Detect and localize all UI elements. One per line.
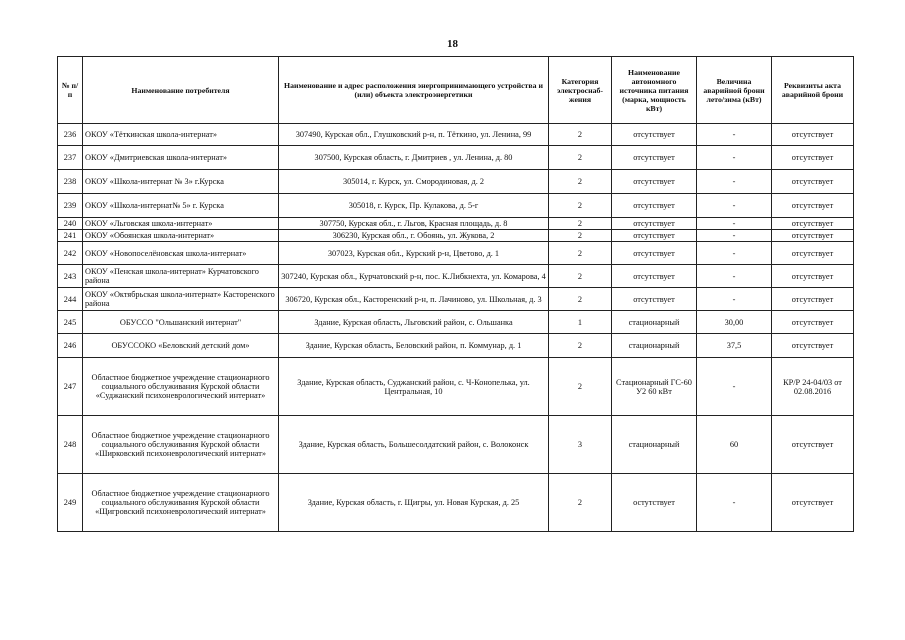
reserve-value-cell: 30,00 [697, 311, 772, 334]
consumer-name-cell: ОКОУ «Льговская школа-интернат» [83, 218, 279, 230]
reserve-value-cell: - [697, 242, 772, 265]
power-source-cell: отсутствует [612, 170, 697, 194]
reserve-value-cell: - [697, 230, 772, 242]
table-row [58, 311, 854, 334]
table-row [58, 146, 854, 170]
table-row [58, 170, 854, 194]
header-category: Категория электроснаб-жения [549, 57, 612, 124]
reserve-value-cell: - [697, 146, 772, 170]
act-details-cell: отсутствует [772, 265, 854, 288]
row-number-cell: 240 [58, 218, 83, 230]
consumer-name-cell: Областное бюджетное учреждение стационарного социального обслуживания Курской области «Ширковский психоневрологический интернат» [83, 416, 279, 474]
power-source-cell: Стационарный ГС-60 У2 60 кВт [612, 358, 697, 416]
address-cell: 306230, Курская обл., г. Обоянь, ул. Жукова, 2 [279, 230, 549, 242]
act-details-cell: отсутствует [772, 242, 854, 265]
category-cell: 2 [549, 218, 612, 230]
row-number-cell: 245 [58, 311, 83, 334]
category-cell: 3 [549, 416, 612, 474]
table-row [58, 288, 854, 311]
act-details-cell: отсутствует [772, 230, 854, 242]
act-details-cell: отсутствует [772, 416, 854, 474]
header-power-source: Наименование автономного источника питания (марка, мощность кВт) [612, 57, 697, 124]
address-cell: 305014, г. Курск, ул. Смородиновая, д. 2 [279, 170, 549, 194]
act-details-cell: отсутствует [772, 474, 854, 532]
address-cell: 307490, Курская обл., Глушковский р-н, п. Тёткино, ул. Ленина, 99 [279, 124, 549, 146]
act-details-cell: отсутствует [772, 311, 854, 334]
row-number-cell: 242 [58, 242, 83, 265]
consumer-name-cell: Областное бюджетное учреждение стационарного социального обслуживания Курской области «Щигровский психоневрологический интернат» [83, 474, 279, 532]
header-act-details: Реквизиты акта аварийной брони [772, 57, 854, 124]
row-number-cell: 239 [58, 194, 83, 218]
consumer-name-cell: ОКОУ «Дмитриевская школа-интернат» [83, 146, 279, 170]
power-source-cell: отсутствует [612, 194, 697, 218]
table-row [58, 124, 854, 146]
category-cell: 2 [549, 146, 612, 170]
row-number-cell: 243 [58, 265, 83, 288]
row-number-cell: 238 [58, 170, 83, 194]
reserve-table [57, 56, 854, 532]
category-cell: 1 [549, 311, 612, 334]
category-cell: 2 [549, 242, 612, 265]
header-reserve-value: Величина аварийной брони лето/зима (кВт) [697, 57, 772, 124]
reserve-value-cell: - [697, 288, 772, 311]
row-number-cell: 244 [58, 288, 83, 311]
reserve-value-cell: 37,5 [697, 334, 772, 358]
address-cell: Здание, Курская область, Льговский район, с. Ольшанка [279, 311, 549, 334]
consumer-name-cell: ОКОУ «Пенская школа-интернат» Курчатовского района [83, 265, 279, 288]
act-details-cell: отсутствует [772, 288, 854, 311]
category-cell: 2 [549, 288, 612, 311]
reserve-value-cell: - [697, 265, 772, 288]
reserve-value-cell: 60 [697, 416, 772, 474]
table-row [58, 474, 854, 532]
category-cell: 2 [549, 194, 612, 218]
category-cell: 2 [549, 474, 612, 532]
act-details-cell: отсутствует [772, 146, 854, 170]
table-row [58, 194, 854, 218]
reserve-value-cell: - [697, 358, 772, 416]
address-cell: 305018, г. Курск, Пр. Кулакова, д. 5-г [279, 194, 549, 218]
address-cell: Здание, Курская область, Суджанский район, с. Ч-Конопелька, ул. Центральная, 10 [279, 358, 549, 416]
power-source-cell: отсутствует [612, 124, 697, 146]
table-row [58, 358, 854, 416]
row-number-cell: 249 [58, 474, 83, 532]
address-cell: 306720, Курская обл., Касторенский р-н, п. Лачиново, ул. Школьная, д. 3 [279, 288, 549, 311]
act-details-cell: КР/Р 24-04/03 от 02.08.2016 [772, 358, 854, 416]
header-row [58, 57, 854, 124]
act-details-cell: отсутствует [772, 194, 854, 218]
table-row [58, 218, 854, 230]
address-cell: Здание, Курская область, г. Щигры, ул. Новая Курская, д. 25 [279, 474, 549, 532]
power-source-cell: стационарный [612, 416, 697, 474]
reserve-value-cell: - [697, 170, 772, 194]
act-details-cell: отсутствует [772, 124, 854, 146]
consumer-name-cell: ОКОУ «Октябрьская школа-интернат» Касторенского района [83, 288, 279, 311]
category-cell: 2 [549, 358, 612, 416]
act-details-cell: отсутствует [772, 218, 854, 230]
row-number-cell: 236 [58, 124, 83, 146]
category-cell: 2 [549, 265, 612, 288]
address-cell: Здание, Курская область, Большесолдатский район, с. Волоконск [279, 416, 549, 474]
act-details-cell: отсутствует [772, 334, 854, 358]
consumer-name-cell: Областное бюджетное учреждение стационарного социального обслуживания Курской области «Суджанский психоневрологический интернат» [83, 358, 279, 416]
category-cell: 2 [549, 170, 612, 194]
header-address: Наименование и адрес расположения энергопринимающего устройства и (или) объекта электроэнергетики [279, 57, 549, 124]
address-cell: 307023, Курская обл., Курский р-н, Цветово, д. 1 [279, 242, 549, 265]
consumer-name-cell: ОКОУ «Школа-интернат№ 5» г. Курска [83, 194, 279, 218]
reserve-value-cell: - [697, 194, 772, 218]
table-row [58, 230, 854, 242]
consumer-name-cell: ОБУССОКО «Беловский детский дом» [83, 334, 279, 358]
table-row [58, 334, 854, 358]
header-no: № п/п [58, 57, 83, 124]
consumer-name-cell: ОКОУ «Тёткинская школа-интернат» [83, 124, 279, 146]
power-source-cell: отсутствует [612, 146, 697, 170]
power-source-cell: отсутствует [612, 230, 697, 242]
consumer-name-cell: ОКОУ «Обоянская школа-интернат» [83, 230, 279, 242]
page-number: 18 [447, 38, 458, 50]
power-source-cell: отсутствует [612, 242, 697, 265]
reserve-value-cell: - [697, 218, 772, 230]
power-source-cell: стационарный [612, 334, 697, 358]
row-number-cell: 246 [58, 334, 83, 358]
row-number-cell: 247 [58, 358, 83, 416]
address-cell: Здание, Курская область, Беловский район, п. Коммунар, д. 1 [279, 334, 549, 358]
address-cell: 307750, Курская обл., г. Льгов, Красная площадь, д. 8 [279, 218, 549, 230]
table-row [58, 242, 854, 265]
power-source-cell: отсутствует [612, 288, 697, 311]
row-number-cell: 237 [58, 146, 83, 170]
header-consumer-name: Наименование потребителя [83, 57, 279, 124]
table-row [58, 416, 854, 474]
row-number-cell: 241 [58, 230, 83, 242]
address-cell: 307240, Курская обл., Курчатовский р-н, пос. К.Либкнехта, ул. Комарова, 4 [279, 265, 549, 288]
category-cell: 2 [549, 334, 612, 358]
row-number-cell: 248 [58, 416, 83, 474]
address-cell: 307500, Курская область, г. Дмитриев , ул. Ленина, д. 80 [279, 146, 549, 170]
category-cell: 2 [549, 124, 612, 146]
reserve-value-cell: - [697, 474, 772, 532]
table-row [58, 265, 854, 288]
power-source-cell: отсутствует [612, 218, 697, 230]
act-details-cell: отсутствует [772, 170, 854, 194]
category-cell: 2 [549, 230, 612, 242]
power-source-cell: отсутствует [612, 265, 697, 288]
consumer-name-cell: ОКОУ «Новопоселёновская школа-интернат» [83, 242, 279, 265]
power-source-cell: стационарный [612, 311, 697, 334]
reserve-value-cell: - [697, 124, 772, 146]
consumer-name-cell: ОКОУ «Школа-интернат № 3» г.Курска [83, 170, 279, 194]
power-source-cell: остутствует [612, 474, 697, 532]
consumer-name-cell: ОБУССО "Ольшанский интернат" [83, 311, 279, 334]
